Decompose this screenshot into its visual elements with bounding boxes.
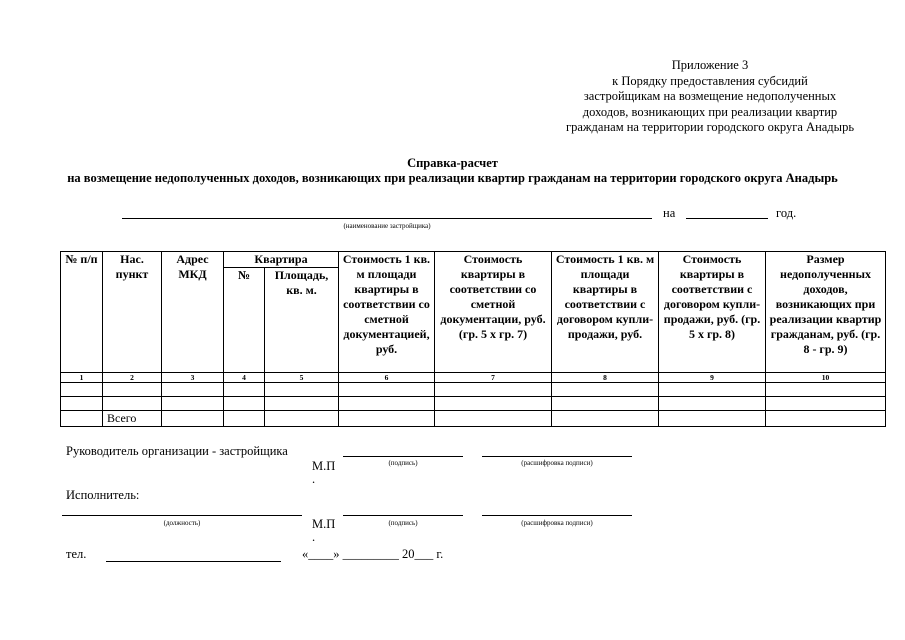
head-signature-caption: (подпись) — [388, 459, 418, 467]
column-number: 5 — [265, 373, 339, 383]
position-line — [62, 515, 302, 516]
header-apartment-group: Квартира — [224, 252, 339, 268]
appendix-block — [540, 58, 880, 136]
header-settlement: Нас. пункт — [103, 252, 162, 373]
document-subtitle: на возмещение недополученных доходов, возникающих при реализации квартир гражданам на территории городского округа Анадырь — [67, 171, 838, 185]
org-name-caption: (наименование застройщика) — [343, 222, 431, 230]
position-caption: (должность) — [163, 519, 201, 527]
stamp-label: М.П — [312, 459, 336, 473]
column-number: 10 — [766, 373, 886, 383]
calculation-table — [60, 251, 886, 427]
executor-decode-line — [482, 515, 632, 516]
executor-signature-caption: (подпись) — [388, 519, 418, 527]
header-area: Площадь, кв. м. — [265, 268, 339, 373]
column-number: 9 — [659, 373, 766, 383]
header-cost-apartment-estimate: Стоимость квартиры в соответствии со сметной документации, руб. (гр. 5 х гр. 7) — [435, 252, 552, 373]
total-label: Всего — [103, 411, 162, 427]
stamp-dot: . — [312, 530, 316, 544]
header-lost-income: Размер недополученных доходов, возникающих при реализации квартир гражданам, руб. (гр. 8 - гр. 9) — [766, 252, 886, 373]
year-label: год. — [776, 206, 797, 220]
column-number: 4 — [224, 373, 265, 383]
appendix-line: Приложение 3 — [671, 58, 749, 72]
na-label: на — [663, 206, 676, 220]
year-line — [686, 218, 768, 219]
executor-label: Исполнитель: — [66, 488, 140, 502]
appendix-line: застройщикам на возмещение недополученных — [583, 89, 837, 103]
appendix-line: гражданам на территории городского округа Анадырь — [565, 120, 855, 134]
header-num: № п/п — [61, 252, 103, 373]
head-signature-line — [343, 456, 463, 457]
header-address: Адрес МКД — [162, 252, 224, 373]
stamp-dot: . — [312, 472, 316, 486]
head-label: Руководитель организации - застройщика — [66, 444, 288, 458]
phone-label: тел. — [66, 547, 87, 561]
appendix-line: доходов, возникающих при реализации квартир — [582, 104, 838, 119]
header-cost-sqm-contract: Стоимость 1 кв. м площади квартиры в соответствии с договором купли-продажи, руб. — [552, 252, 659, 373]
column-number: 8 — [552, 373, 659, 383]
header-cost-apartment-contract: Стоимость квартиры в соответствии с договором купли-продажи, руб. (гр. 5 х гр. 8) — [659, 252, 766, 373]
column-number: 6 — [339, 373, 435, 383]
header-cost-sqm-estimate: Стоимость 1 кв. м площади квартиры в соответствии со сметной документацией, руб. — [339, 252, 435, 373]
date-field: «____» _________ 20___ г. — [302, 547, 444, 561]
executor-decode-caption: (расшифровка подписи) — [521, 519, 593, 527]
column-number: 7 — [435, 373, 552, 383]
executor-signature-line — [343, 515, 463, 516]
stamp-label: М.П — [312, 517, 336, 531]
column-numbers-row — [61, 373, 886, 383]
appendix-line: к Порядку предоставления субсидий — [612, 73, 808, 88]
header-apartment-number: № — [224, 268, 265, 373]
column-number: 1 — [61, 373, 103, 383]
table-row — [61, 383, 886, 397]
head-decode-caption: (расшифровка подписи) — [521, 459, 593, 467]
head-decode-line — [482, 456, 632, 457]
column-number: 2 — [103, 373, 162, 383]
document-title: Справка-расчет — [407, 156, 498, 170]
phone-line — [106, 561, 281, 562]
org-name-line — [122, 218, 652, 219]
total-row — [61, 411, 886, 427]
table-row — [61, 397, 886, 411]
column-number: 3 — [162, 373, 224, 383]
